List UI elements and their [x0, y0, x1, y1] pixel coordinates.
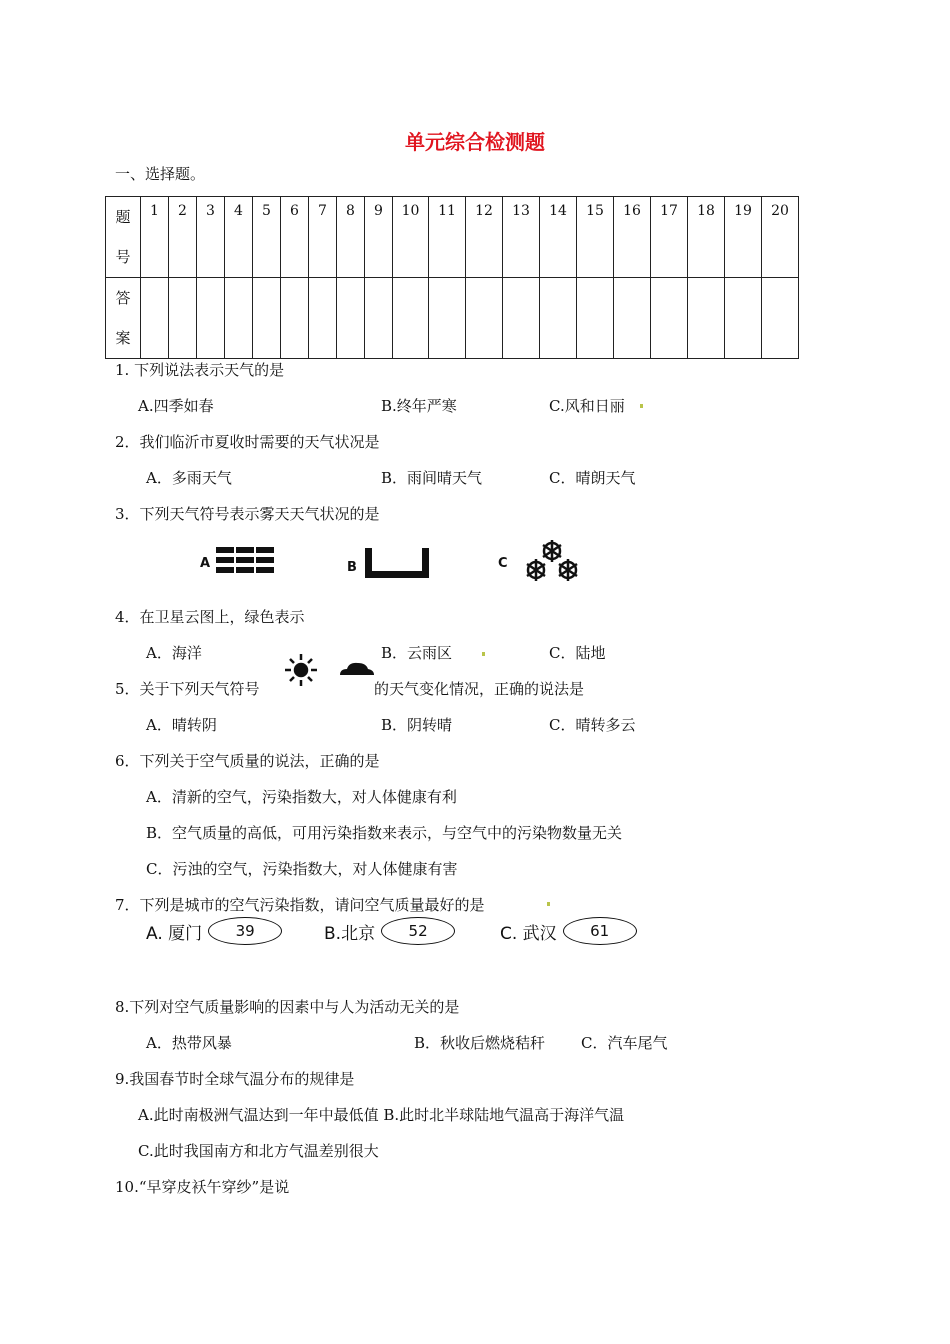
answer-cell[interactable] — [651, 278, 688, 359]
question-1-option-b: B.终年严寒 — [381, 397, 457, 415]
question-5-option-c: C．晴转多云 — [549, 716, 636, 734]
question-10-stem: 10.“早穿皮袄午穿纱”是说 — [115, 1178, 290, 1196]
cloud-icon — [336, 660, 376, 678]
question-9-stem: 9.我国春节时全球气温分布的规律是 — [115, 1070, 355, 1088]
question-number-cell: 2 — [169, 197, 197, 278]
question-2-option-b: B．雨间晴天气 — [381, 469, 483, 487]
question-number-cell: 15 — [577, 197, 614, 278]
aqi-badge-c: 61 — [563, 917, 637, 945]
question-4-option-b: B．云雨区 — [381, 644, 453, 662]
question-6-option-b: B．空气质量的高低，可用污染指数来表示，与空气中的污染物数量无关 — [146, 824, 623, 842]
section-heading: 一、选择题。 — [115, 165, 206, 183]
answer-cell[interactable] — [577, 278, 614, 359]
question-2-option-a: A．多雨天气 — [146, 469, 232, 487]
question-number-cell: 1 — [141, 197, 169, 278]
answer-cell[interactable] — [281, 278, 309, 359]
scan-speck — [640, 404, 643, 408]
question-7-option-a: A. 厦门 39 — [146, 917, 282, 945]
answer-cell[interactable] — [466, 278, 503, 359]
question-number-cell: 13 — [503, 197, 540, 278]
question-5-stem-start: 5．关于下列天气符号 — [115, 680, 260, 698]
row-header-number: 题 号 — [106, 197, 141, 278]
question-number-cell: 17 — [651, 197, 688, 278]
row-header-answer: 答 案 — [106, 278, 141, 359]
answer-cell[interactable] — [429, 278, 466, 359]
answer-cell[interactable] — [141, 278, 169, 359]
question-8-option-c: C．汽车尾气 — [581, 1034, 668, 1052]
answer-cell[interactable] — [309, 278, 337, 359]
answer-cell[interactable] — [540, 278, 577, 359]
question-9-options-ab: A.此时南极洲气温达到一年中最低值 B.此时北半球陆地气温高于海洋气温 — [138, 1106, 625, 1124]
answer-cell[interactable] — [614, 278, 651, 359]
sun-icon — [283, 652, 319, 688]
answer-cell[interactable] — [337, 278, 365, 359]
question-3-stem: 3．下列天气符号表示雾天天气状况的是 — [115, 505, 380, 523]
question-number-cell: 14 — [540, 197, 577, 278]
question-number-cell: 7 — [309, 197, 337, 278]
question-number-cell: 12 — [466, 197, 503, 278]
answer-cell[interactable] — [393, 278, 429, 359]
aqi-badge-b: 52 — [381, 917, 455, 945]
question-number-cell: 9 — [365, 197, 393, 278]
question-number-cell: 3 — [197, 197, 225, 278]
question-8-option-a: A．热带风暴 — [146, 1034, 232, 1052]
answer-table — [105, 196, 799, 359]
question-3-label-c: C — [498, 556, 508, 571]
page-title: 单元综合检测题 — [405, 130, 545, 154]
question-6-option-a: A．清新的空气，污染指数大，对人体健康有利 — [146, 788, 457, 806]
question-7-option-b: B.北京 52 — [324, 917, 455, 945]
answer-cell[interactable] — [688, 278, 725, 359]
question-number-cell: 18 — [688, 197, 725, 278]
question-7-option-c: C. 武汉 61 — [500, 917, 637, 945]
question-number-cell: 8 — [337, 197, 365, 278]
question-number-cell: 19 — [725, 197, 762, 278]
scan-speck — [547, 902, 550, 906]
bracket-symbol-icon — [362, 546, 432, 580]
question-9-option-c: C.此时我国南方和北方气温差别很大 — [138, 1142, 379, 1160]
question-6-option-c: C．污浊的空气，污染指数大，对人体健康有害 — [146, 860, 458, 878]
question-4-option-a: A．海洋 — [146, 644, 202, 662]
question-number-cell: 4 — [225, 197, 253, 278]
question-1-option-c: C.风和日丽 — [549, 397, 625, 415]
question-6-stem: 6．下列关于空气质量的说法，正确的是 — [115, 752, 380, 770]
question-number-cell: 6 — [281, 197, 309, 278]
answer-cell[interactable] — [169, 278, 197, 359]
question-1-stem: 1. 下列说法表示天气的是 — [115, 361, 285, 379]
question-3-label-a: A — [200, 556, 211, 571]
question-3-label-b: B — [347, 560, 357, 575]
question-4-option-c: C．陆地 — [549, 644, 606, 662]
question-8-option-b: B．秋收后燃烧秸秆 — [414, 1034, 546, 1052]
question-5-stem-end: 的天气变化情况，正确的说法是 — [374, 680, 585, 698]
question-2-stem: 2．我们临沂市夏收时需要的天气状况是 — [115, 433, 380, 451]
answer-cell[interactable] — [762, 278, 799, 359]
scan-speck — [482, 652, 485, 656]
question-8-stem: 8.下列对空气质量影响的因素中与人为活动无关的是 — [115, 998, 460, 1016]
answer-cell[interactable] — [225, 278, 253, 359]
question-number-cell: 20 — [762, 197, 799, 278]
fog-symbol-icon — [214, 545, 276, 577]
answer-cell[interactable] — [365, 278, 393, 359]
question-5-option-a: A．晴转阴 — [146, 716, 217, 734]
question-5-option-b: B．阴转晴 — [381, 716, 453, 734]
question-number-cell: 10 — [393, 197, 429, 278]
question-number-cell: 16 — [614, 197, 651, 278]
answer-cell[interactable] — [503, 278, 540, 359]
question-1-option-a: A.四季如春 — [138, 397, 214, 415]
question-4-stem: 4．在卫星云图上，绿色表示 — [115, 608, 305, 626]
answer-cell[interactable] — [253, 278, 281, 359]
question-2-option-c: C．晴朗天气 — [549, 469, 636, 487]
answer-cell[interactable] — [197, 278, 225, 359]
snowflake-symbol-icon — [512, 537, 590, 587]
answer-row — [106, 278, 799, 359]
answer-cell[interactable] — [725, 278, 762, 359]
aqi-badge-a: 39 — [208, 917, 282, 945]
number-row — [106, 197, 799, 278]
question-7-stem: 7．下列是城市的空气污染指数，请问空气质量最好的是 — [115, 896, 485, 914]
question-number-cell: 11 — [429, 197, 466, 278]
question-number-cell: 5 — [253, 197, 281, 278]
